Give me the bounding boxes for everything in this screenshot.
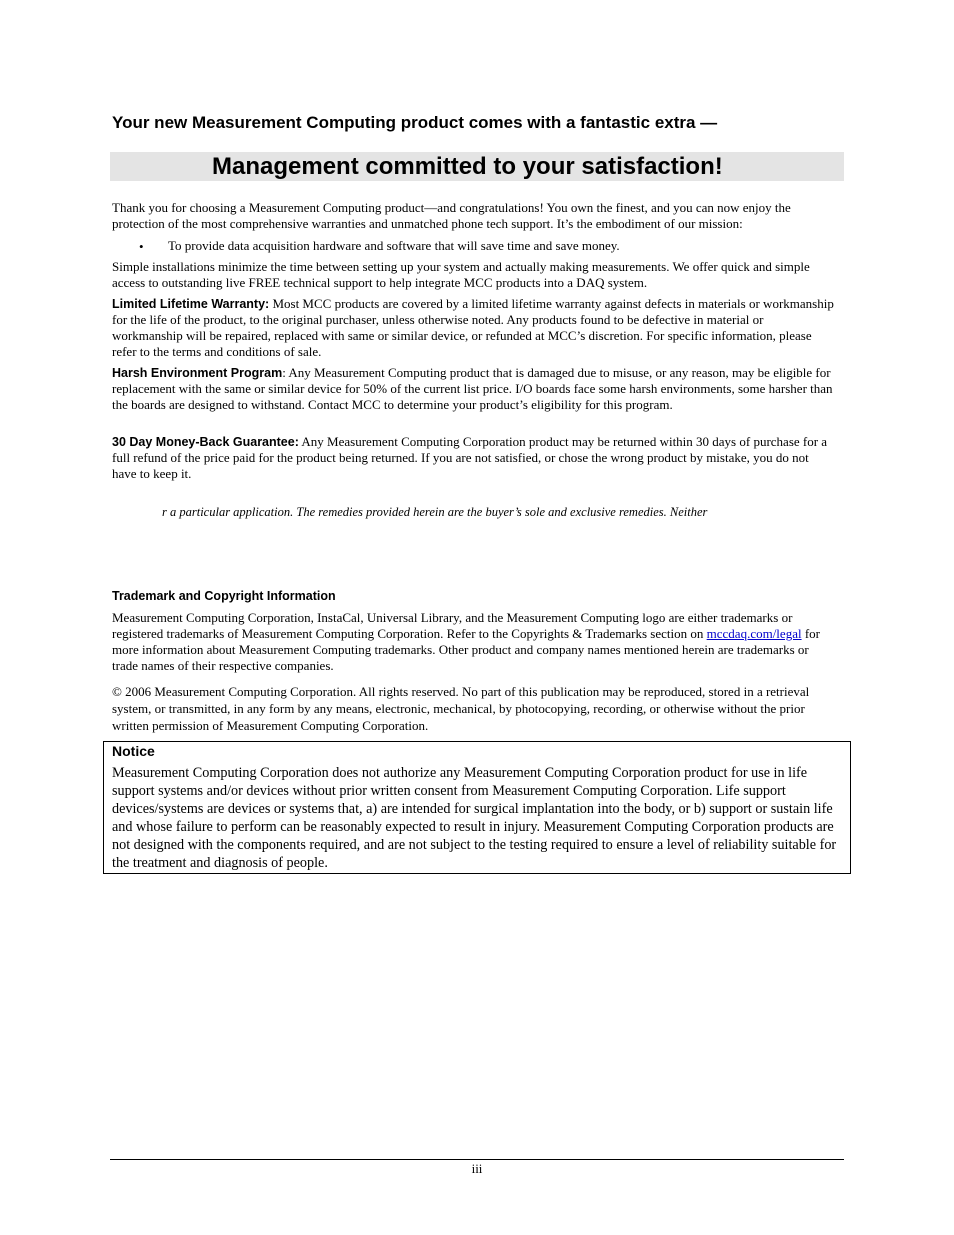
notice-title: Notice bbox=[112, 743, 155, 759]
warranty-label: Limited Lifetime Warranty: bbox=[112, 297, 270, 311]
warranty-paragraph bbox=[112, 296, 836, 360]
harsh-label: Harsh Environment Program bbox=[112, 366, 283, 380]
intro-paragraph: Thank you for choosing a Measurement Computing product—and congratulations! You own the finest, and you can now enjoy the protection of the most comprehensive warranties and unmatched phone tech support. It’s the embodiment of our mission: bbox=[112, 200, 791, 231]
money-back-paragraph bbox=[112, 434, 836, 482]
money-back-label: 30 Day Money-Back Guarantee: bbox=[112, 435, 299, 449]
section-subheading: Your new Measurement Computing product comes with a fantastic extra — bbox=[112, 113, 718, 132]
bullet-icon: • bbox=[139, 239, 144, 254]
trademark-paragraph bbox=[112, 610, 836, 674]
page-number: iii bbox=[471, 1161, 483, 1176]
footer-divider bbox=[110, 1159, 844, 1160]
italic-fragment: r a particular application. The remedies provided herein are the buyer’s sole and exclusive remedies. Neither bbox=[162, 505, 708, 519]
mission-bullet: To provide data acquisition hardware and software that will save time and save money. bbox=[168, 238, 620, 253]
installations-paragraph: Simple installations minimize the time between setting up your system and actually making measurements. We offer quick and simple access to outstanding live FREE technical support to help integrate MCC products into a DAQ system. bbox=[112, 259, 810, 290]
title-banner bbox=[110, 152, 844, 181]
notice-body: Measurement Computing Corporation does not authorize any Measurement Computing Corporation product for use in life support systems and/or devices without prior written consent from Measurement Computing Corporation. Life support devices/systems are devices or systems that, a) are intended for surgical implantation into the body, or b) support or sustain life and whose failure to perform can be reasonably expected to result in injury. Measurement Computing Corporation products are not designed with the components required, and are not subject to the testing required to ensure a level of reliability suitable for the treatment and diagnosis of people. bbox=[112, 765, 837, 871]
harsh-text: : Any Measurement Computing product that is damaged due to misuse, or any reason, may be eligible for replacement with the same or similar device for 50% of the current list price. I/O boards face some harsh environments, some harsher than the boards are designed to withstand. Contact MCC to determine your product’s eligibility for this program. bbox=[112, 365, 833, 412]
notice-box bbox=[103, 741, 851, 874]
harsh-environment-paragraph bbox=[112, 365, 836, 413]
trademark-heading: Trademark and Copyright Information bbox=[112, 589, 336, 603]
trademark-text-before: Measurement Computing Corporation, InstaCal, Universal Library, and the Measurement Computing logo are either trademarks or registered trademarks of Measurement Computing Corporation. Refer to the Copyrights & Trademarks section on bbox=[112, 610, 793, 641]
copyright-paragraph: © 2006 Measurement Computing Corporation. All rights reserved. No part of this publication may be reproduced, stored in a retrieval system, or transmitted, in any form by any means, electronic, mechanical, by photocopying, recording, or otherwise without the prior written permission of Measurement Computing Corporation. bbox=[112, 684, 810, 733]
banner-title: Management committed to your satisfaction! bbox=[212, 153, 723, 180]
money-back-text: Any Measurement Computing Corporation product may be returned within 30 days of purchase for a full refund of the price paid for the product being returned. If you are not satisfied, or chose the wrong product by mistake, you do not have to keep it. bbox=[112, 434, 828, 481]
trademark-text-after: for more information about Measurement Computing trademarks. Other product and company names mentioned herein are trademarks or trade names of their respective companies. bbox=[112, 626, 820, 673]
legal-link[interactable]: mccdaq.com/legal bbox=[706, 626, 802, 641]
warranty-text: Most MCC products are covered by a limited lifetime warranty against defects in materials or workmanship for the life of the product, to the original purchaser, unless otherwise noted. Any products found to be defective in material or workmanship will be repaired, replaced with same or similar device, or refunded at MCC’s discretion. For specific information, please refer to the terms and conditions of sale. bbox=[112, 296, 834, 359]
